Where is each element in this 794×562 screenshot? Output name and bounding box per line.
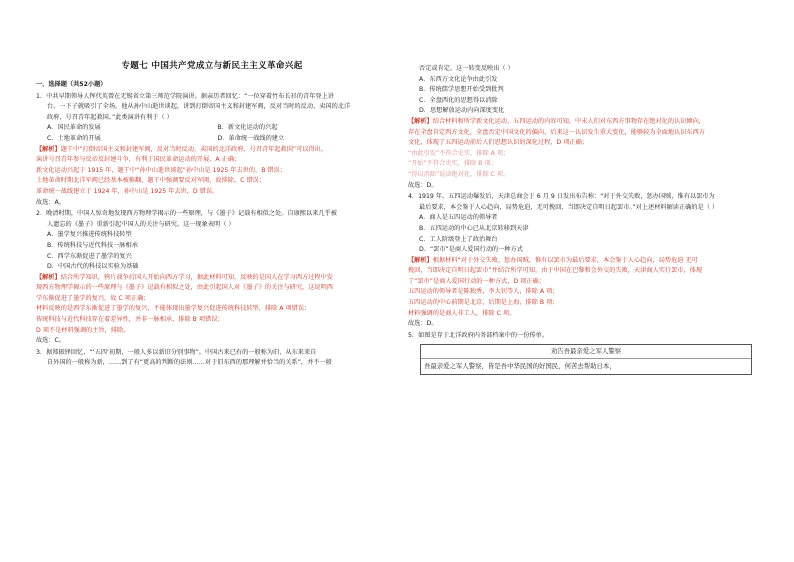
question-text-continued: 人遗忘的《墨子》重新引起中国人的关注与研究。这一现象表明（ ） xyxy=(47,220,235,228)
answer-option: C．土地革命的开展 xyxy=(47,134,101,142)
question-text: 4．1919 年，五四运动爆发后，天津总商会于 6 月 9 日发出布告称：“对于外交失败，惩办国贼，惟有以罢市为 xyxy=(408,193,715,201)
answer-option: B．传统科技与近代科技一脉相承 xyxy=(47,241,138,249)
analysis-tag: 【解析】 xyxy=(408,117,433,125)
question-text-continued: 否定或肯定。这一转变反映出（ ） xyxy=(419,65,514,72)
answer-option: A．国民革命的发展 xyxy=(47,124,101,132)
answer-option: B．传统儒学思想开始受到批判 xyxy=(419,86,504,94)
question-text-continued: 政府，号召青年起救国。”此类演讲有利于（ ） xyxy=(47,113,173,121)
answer-option: D．“罢市”是商人爱国行动的一种方式 xyxy=(419,246,523,254)
analysis-line xyxy=(408,117,762,128)
analysis-line: 材料反映的是西学东渐促进了墨学的复兴，不能体现出墨学复兴促进传统科技转型，排除 A 项错误； xyxy=(36,305,311,313)
analysis-line: “由此引发”不符合史实，排除 A 项； xyxy=(408,149,510,157)
analysis-line: 五四运动的领导者是陈独秀、李大钊等人，排除 A 项； xyxy=(408,288,559,296)
leaflet-image xyxy=(420,344,752,375)
analysis-tag: 【解析】 xyxy=(36,273,61,281)
question-text-continued: 台，一下子就吸引了全场。他从孙中山逝世谈起，讲到打倒帝国主义和封建军阀，反对当时的反动、卖国的北洋 xyxy=(47,103,351,111)
answer-option: A．商人是五四运动的领导者 xyxy=(419,214,498,222)
question-text: 1．中共早期领导人恽代英曾在无锡省立第三师范学院演讲。据亲历者回忆：“一位穿着竹布长衫的青年登上讲 xyxy=(36,92,334,100)
analysis-line: 材料强调的是商人非工人，排除 C 项。 xyxy=(408,309,516,317)
analysis-line: 革命统一战线建立于 1924 年，孙中山是 1925 年去世，D 错误。 xyxy=(36,187,219,195)
analysis-tag: 【解析】 xyxy=(36,145,61,153)
answer-option: C．全盘西化的思想得以消除 xyxy=(419,96,498,104)
analysis-line: 现西方物理学揭示的一些原理与《墨子》记载有相似之处，由此引起国人对《墨子》的关注与研究，这说明西 xyxy=(36,284,333,292)
option-row xyxy=(36,123,388,134)
analysis-line: 挽回，当即决定自明日起罢市”并结合所学可知，由于中国在巴黎和会外交的失败，天津商人实行罢市，体现 xyxy=(408,267,703,275)
analysis-line xyxy=(36,273,388,284)
question-text-continued: 自外国的一般称为新，……到了有“更高的判断的法则……对于旧东西的那理解并恰当的关系”，并不一般 xyxy=(47,359,332,367)
analysis-line: “开始”不符合史实，排除 B 项； xyxy=(408,160,497,168)
analysis-line: 了“罢市”是商人爱国行动的一种方式，D 项正确； xyxy=(408,277,545,285)
analysis-line: “得以消除”说法绝对化，排除 C 项。 xyxy=(408,170,510,178)
analysis-text: 根据材料“对于外交失败，惩办国贼，惟有以罢市为最后要求，本会鉴于人心趋向，局势危迫 无可 xyxy=(432,256,698,264)
analysis-text: 题干中“打倒帝国主义和封建军阀，反对当时反动、卖国的北洋政府，号召青年起救国”可以得出， xyxy=(60,145,328,153)
page-title: 专题七 中国共产党成立与新民主主义革命兴起 xyxy=(121,61,303,71)
analysis-line: D 项不是材料强调的主旨，排除。 xyxy=(36,326,130,334)
left-column-body xyxy=(36,92,388,369)
option-row xyxy=(36,134,388,145)
analysis-line: 演讲号召青年参与反帝反封建斗争，有利于国民革命运动的开展，A 正确； xyxy=(36,156,241,164)
analysis-line: 土地革命时期北洋军阀已经基本被推翻，题干中强调要反对军阀，故排除，C 错误； xyxy=(36,177,266,185)
answer-option: B．五四运动的中心已从北京转移到天津 xyxy=(419,224,529,232)
analysis-line xyxy=(36,145,388,156)
answer-option: C．工人阶级登上了政治舞台 xyxy=(419,235,498,243)
analysis-line: 新文化运动兴起于 1915 年，题干中“孙中山逝世谈起”孙中山是 1925 年去世的，B 错误； xyxy=(36,166,286,174)
answer-option: B．新文化运动的兴起 xyxy=(217,124,278,132)
answer-line: 故选：C。 xyxy=(36,337,66,345)
left-column xyxy=(36,80,388,369)
answer-line: 故选：A。 xyxy=(36,198,65,206)
answer-option: D．中国古代的科技以实验为基础 xyxy=(47,263,139,271)
answer-line: 故选：D。 xyxy=(408,181,438,189)
answer-line: 故选：D。 xyxy=(408,320,438,328)
analysis-line: 存在全盘肯定西方文化，全盘否定中国文化的偏向，后来这一认识发生重大变化，能够较为全面地认识东西方 xyxy=(408,128,705,136)
question-text: 3．据郑振铎回忆，“‘五四’初期，一般人多以新旧分别事物”。中国古来已有的一般称为旧，从东来来自 xyxy=(36,348,317,356)
answer-option: C．西学东渐促进了墨学的复兴 xyxy=(47,252,132,260)
question-text: 5．如图是存于北洋政府内务部档案中的一份传单。 xyxy=(408,331,549,339)
right-column xyxy=(408,64,762,375)
answer-option: D．思想解放运动内向深度变化 xyxy=(419,107,505,115)
right-column-body xyxy=(408,64,762,341)
analysis-line xyxy=(408,256,762,267)
analysis-line: 文化，体现了五四运动前后人们思想认识的深化过程，D 项正确； xyxy=(408,139,588,147)
section-heading: 一、选择题（共52小题） xyxy=(36,81,107,88)
answer-option: A．东西方文化论争由此引发 xyxy=(419,75,498,83)
analysis-text: 结合所学知识，鸦片战争后国人开始向西方学习，据此材料可知，反映的是国人在学习西方过程中发 xyxy=(60,273,333,281)
analysis-line: 学东渐促进了墨学的复兴，故 C 项正确； xyxy=(36,294,150,302)
analysis-tag: 【解析】 xyxy=(408,256,433,264)
question-text: 2．晚清时期，中国人惊奇地发现西方物理学揭示的一些原理，与《墨子》记载有相似之处。自康熙以来几乎被 xyxy=(36,210,337,218)
leaflet-body: 吾最亲爱之军人警察，皆是吾中华民国的好国民，何苦去帮助日本， xyxy=(424,362,616,371)
question-text-continued: 最后要求，本会鉴于人心趋向，局势危迫，无可挽回，当即决定自明日起罢市。”对上述材料解读正确的是（ ） xyxy=(419,203,719,211)
analysis-line: 五四运动的中心前期是北京，后期是上海，排除 B 项； xyxy=(408,299,559,307)
answer-option: D．革命统一战线的建立 xyxy=(217,134,285,142)
analysis-text: 结合材料和所学新文化运动、五四运动的内容可知，中末人们对东西方事物存在绝对化的认识倾向， xyxy=(432,117,705,125)
answer-option: A．墨学复兴推进传统科技转型 xyxy=(47,231,132,239)
analysis-line: 传统科技与近代科技存在着差异性，并非一脉相承，排除 B 项错误； xyxy=(36,316,224,324)
leaflet-title: 劝告吾最亲爱之军人警察 xyxy=(421,345,751,359)
